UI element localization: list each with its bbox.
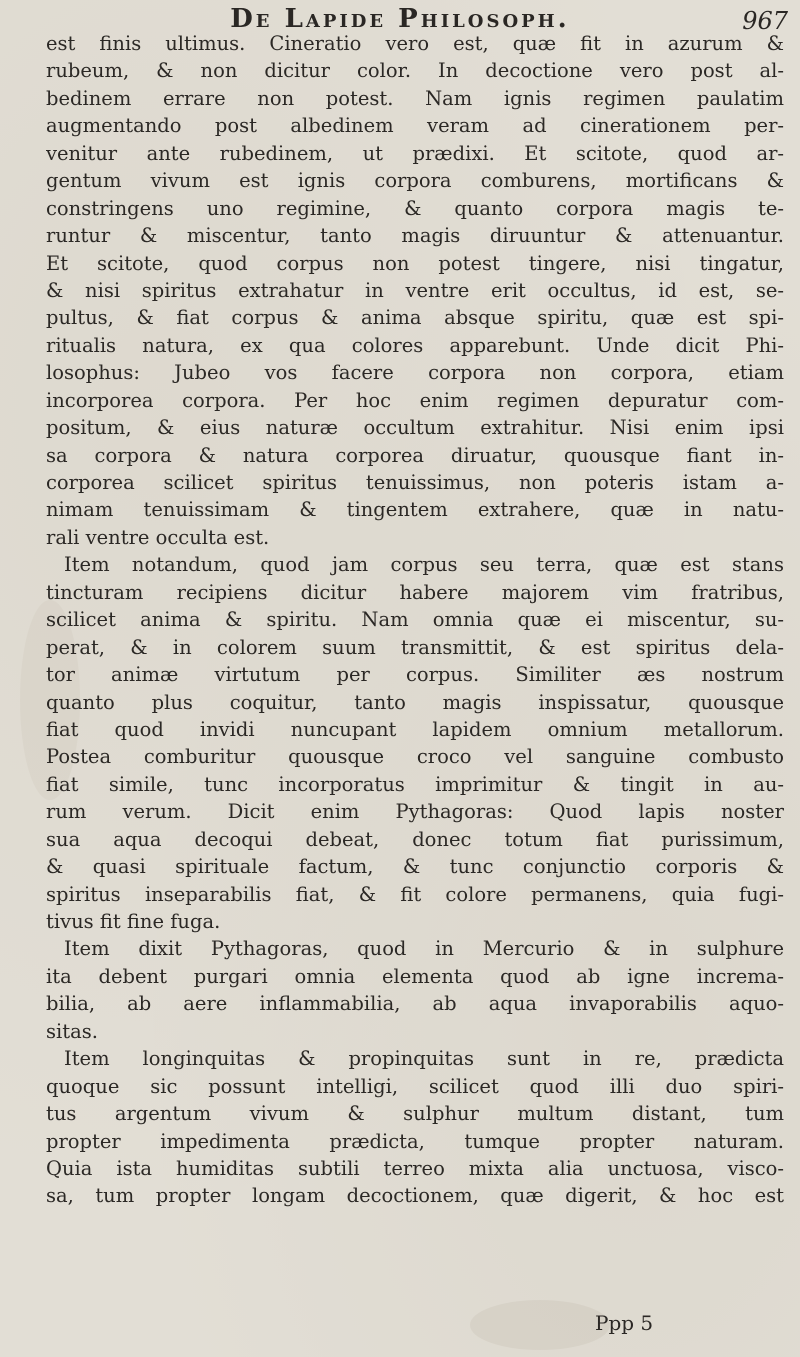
text-line: rubeum, & non dicitur color. In decoctione vero post al- (46, 59, 784, 83)
text-line: runtur & miscentur, tanto magis diruuntur & attenuantur. (46, 224, 784, 248)
text-line: incorporea corpora. Per hoc enim regimen depuratur com- (46, 388, 784, 412)
text-line: venitur ante rubedinem, ut prædixi. Et scitote, quod ar- (46, 141, 784, 165)
text-line: Postea comburitur quousque croco vel sanguine combusto (46, 745, 784, 769)
page-number: 967 (742, 7, 788, 35)
text-line: tincturam recipiens dicitur habere majorem vim fratribus, (46, 580, 784, 604)
text-line: nimam tenuissimam & tingentem extrahere, quæ in natu- (46, 498, 784, 522)
text-line: constringens uno regimine, & quanto corpora magis te- (46, 196, 784, 220)
text-line: tor animæ virtutum per corpus. Similiter æs nostrum (46, 663, 784, 687)
text-line: losophus: Jubeo vos facere corpora non corpora, etiam (46, 361, 784, 385)
text-line: ita debent purgari omnia elementa quod ab igne increma- (46, 964, 784, 988)
text-line: Item dixit Pythagoras, quod in Mercurio & in sulphure (64, 937, 784, 961)
body-text (46, 30, 784, 1210)
text-line: fiat quod invidi nuncupant lapidem omnium metallorum. (46, 717, 784, 741)
text-line: & quasi spirituale factum, & tunc conjunctio corporis & (46, 855, 784, 879)
text-line: sua aqua decoqui debeat, donec totum fiat purissimum, (46, 827, 784, 851)
catchword: Ppp 5 (595, 1311, 654, 1335)
text-line: bilia, ab aere inflammabilia, ab aqua invaporabilis aquo- (46, 992, 784, 1016)
text-line: augmentando post albedinem veram ad cinerationem per- (46, 114, 784, 138)
text-line: Et scitote, quod corpus non potest tingere, nisi tingatur, (46, 251, 784, 275)
text-line: sa corpora & natura corporea diruatur, quousque fiant in- (46, 443, 784, 467)
text-line: est finis ultimus. Cineratio vero est, quæ fit in azurum & (46, 32, 784, 55)
text-line: scilicet anima & spiritu. Nam omnia quæ ei miscentur, su- (46, 608, 784, 632)
text-line: corporea scilicet spiritus tenuissimus, non poteris istam a- (46, 471, 784, 494)
text-line: quoque sic possunt intelligi, scilicet quod illi duo spiri- (46, 1074, 784, 1098)
running-title: De Lapide Philosoph. (230, 4, 570, 34)
text-line: spiritus inseparabilis fiat, & fit colore permanens, quia fugi- (46, 882, 784, 906)
text-line: ritualis natura, ex qua colores apparebunt. Unde dicit Phi- (46, 333, 784, 357)
text-line: positum, & eius naturæ occultum extrahitur. Nisi enim ipsi (46, 416, 784, 440)
text-line: Item longinquitas & propinquitas sunt in re, prædicta (64, 1047, 784, 1071)
text-line: rali ventre occulta est. (46, 525, 270, 549)
text-line: sitas. (46, 1019, 98, 1043)
text-line: fiat simile, tunc incorporatus imprimitur & tingit in au- (46, 772, 784, 796)
text-line: perat, & in colorem suum transmittit, & est spiritus dela- (46, 635, 784, 659)
text-line: Item notandum, quod jam corpus seu terra, quæ est stans (64, 553, 784, 577)
text-line: tus argentum vivum & sulphur multum distant, tum (46, 1102, 784, 1126)
text-line: Quia ista humiditas subtili terreo mixta alia unctuosa, visco- (46, 1156, 784, 1180)
paper-stain (470, 1300, 610, 1350)
text-line: & nisi spiritus extrahatur in ventre erit occultus, id est, se- (46, 278, 784, 302)
text-line: bedinem errare non potest. Nam ignis regimen paulatim (46, 86, 784, 110)
text-line: pultus, & fiat corpus & anima absque spiritu, quæ est spi- (46, 306, 784, 330)
text-line: propter impedimenta prædicta, tumque propter naturam. (46, 1129, 784, 1153)
text-line: rum verum. Dicit enim Pythagoras: Quod lapis noster (46, 800, 784, 824)
text-line: quanto plus coquitur, tanto magis inspissatur, quousque (46, 690, 784, 714)
text-line: tivus fit fine fuga. (46, 910, 221, 933)
text-line: gentum vivum est ignis corpora comburens, mortificans & (46, 169, 784, 193)
text-line: sa, tum propter longam decoctionem, quæ digerit, & hoc est (46, 1184, 784, 1208)
